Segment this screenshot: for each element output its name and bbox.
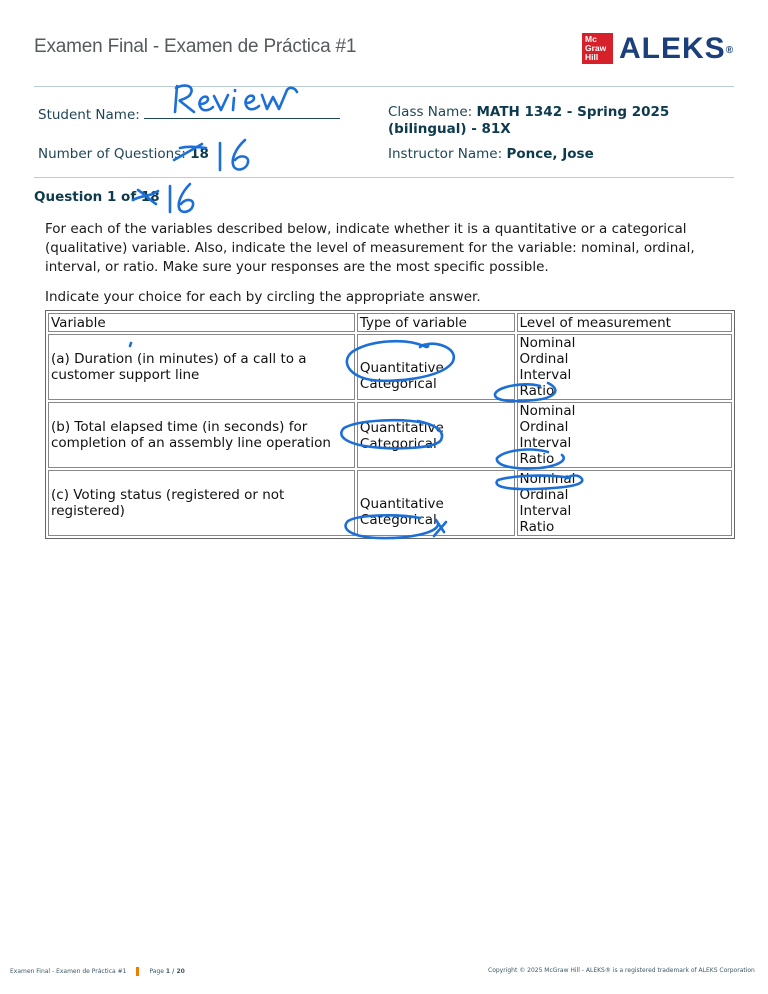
number-of-questions [38, 146, 209, 162]
number-of-questions-label: Number of Questions: [38, 146, 186, 162]
column-header-level: Level of measurement [517, 313, 732, 332]
variable-description: (c) Voting status (registered or not registered) [48, 470, 355, 536]
option-categorical[interactable]: Categorical [359, 436, 437, 452]
table-row [48, 334, 732, 400]
logo-line: Hill [585, 52, 599, 62]
answer-table [45, 310, 735, 539]
level-options [517, 402, 732, 468]
registered-mark: ® [725, 44, 735, 56]
column-header-type: Type of variable [357, 313, 515, 332]
brand-text: ALEKS [619, 31, 726, 65]
option-nominal[interactable]: Nominal [519, 403, 576, 419]
footer-doc-title: Examen Final - Examen de Práctica #1 [10, 968, 127, 975]
footer-separator [136, 967, 139, 976]
option-interval[interactable]: Interval [519, 503, 572, 519]
table-header-row [48, 313, 732, 332]
table-row [48, 470, 732, 536]
logo-line: Graw [585, 43, 607, 53]
option-quantitative[interactable]: Quantitative [359, 420, 444, 436]
page-current: 1 [165, 968, 171, 975]
option-ordinal[interactable]: Ordinal [519, 419, 569, 435]
instructor-label: Instructor Name: [388, 146, 503, 162]
option-interval[interactable]: Interval [519, 435, 572, 451]
footer-left: Examen Final - Examen de Práctica #1 Page 1 / 20 [10, 968, 185, 975]
type-options [357, 470, 515, 536]
divider [34, 177, 734, 178]
option-quantitative[interactable]: Quantitative [359, 496, 444, 512]
footer-copyright: Copyright © 2025 McGraw Hill - ALEKS® is a registered trademark of ALEKS Corporation [488, 967, 755, 974]
student-name-label: Student Name: [38, 107, 140, 123]
instructor-name [388, 146, 594, 162]
option-categorical[interactable]: Categorical [359, 376, 437, 392]
option-ordinal[interactable]: Ordinal [519, 487, 569, 503]
aleks-logo [582, 33, 734, 64]
class-name-value: MATH 1342 - Spring 2025 (bilingual) - 81X [388, 104, 670, 137]
class-name [388, 104, 718, 138]
option-nominal[interactable]: Nominal [519, 335, 576, 351]
question-heading-prefix: Question 1 of [34, 189, 137, 205]
logo-line: Mc [585, 34, 597, 44]
aleks-wordmark [619, 31, 735, 65]
option-ratio[interactable]: Ratio [519, 383, 555, 399]
option-nominal[interactable]: Nominal [519, 471, 576, 487]
table-row [48, 402, 732, 468]
page-label: Page [149, 968, 164, 975]
instruction-paragraph: Indicate your choice for each by circling the appropriate answer. [45, 289, 481, 305]
student-name-field [38, 104, 340, 123]
type-options [357, 402, 515, 468]
type-options [357, 334, 515, 400]
option-ratio[interactable]: Ratio [519, 451, 555, 467]
instruction-paragraph: For each of the variables described below, indicate whether it is a quantitative or a categorical (qualitative) variable. Also, indicate the level of measurement for the variable: nominal, ordinal, interval, or ratio. Make sure your responses are the most specific possible. [45, 221, 695, 275]
variable-description: (b) Total elapsed time (in seconds) for completion of an assembly line operation [48, 402, 355, 468]
page-title: Examen Final - Examen de Práctica #1 [34, 36, 357, 57]
page-total: 20 [176, 968, 185, 975]
question-total: 18 [140, 189, 160, 205]
number-of-questions-value: 18 [190, 146, 209, 162]
option-ratio[interactable]: Ratio [519, 519, 555, 535]
column-header-variable: Variable [48, 313, 355, 332]
question-heading [34, 189, 160, 205]
option-interval[interactable]: Interval [519, 367, 572, 383]
level-options [517, 470, 732, 536]
instructor-value: Ponce, Jose [506, 146, 594, 162]
option-ordinal[interactable]: Ordinal [519, 351, 569, 367]
mcgraw-hill-logo [582, 33, 613, 64]
option-categorical[interactable]: Categorical [359, 512, 437, 528]
option-quantitative[interactable]: Quantitative [359, 360, 444, 376]
level-options [517, 334, 732, 400]
class-name-label: Class Name: [388, 104, 473, 120]
variable-description: (a) Duration (in minutes) of a call to a customer support line [48, 334, 355, 400]
question-instructions [45, 220, 735, 318]
student-name-blank [144, 104, 340, 119]
divider [34, 86, 734, 87]
